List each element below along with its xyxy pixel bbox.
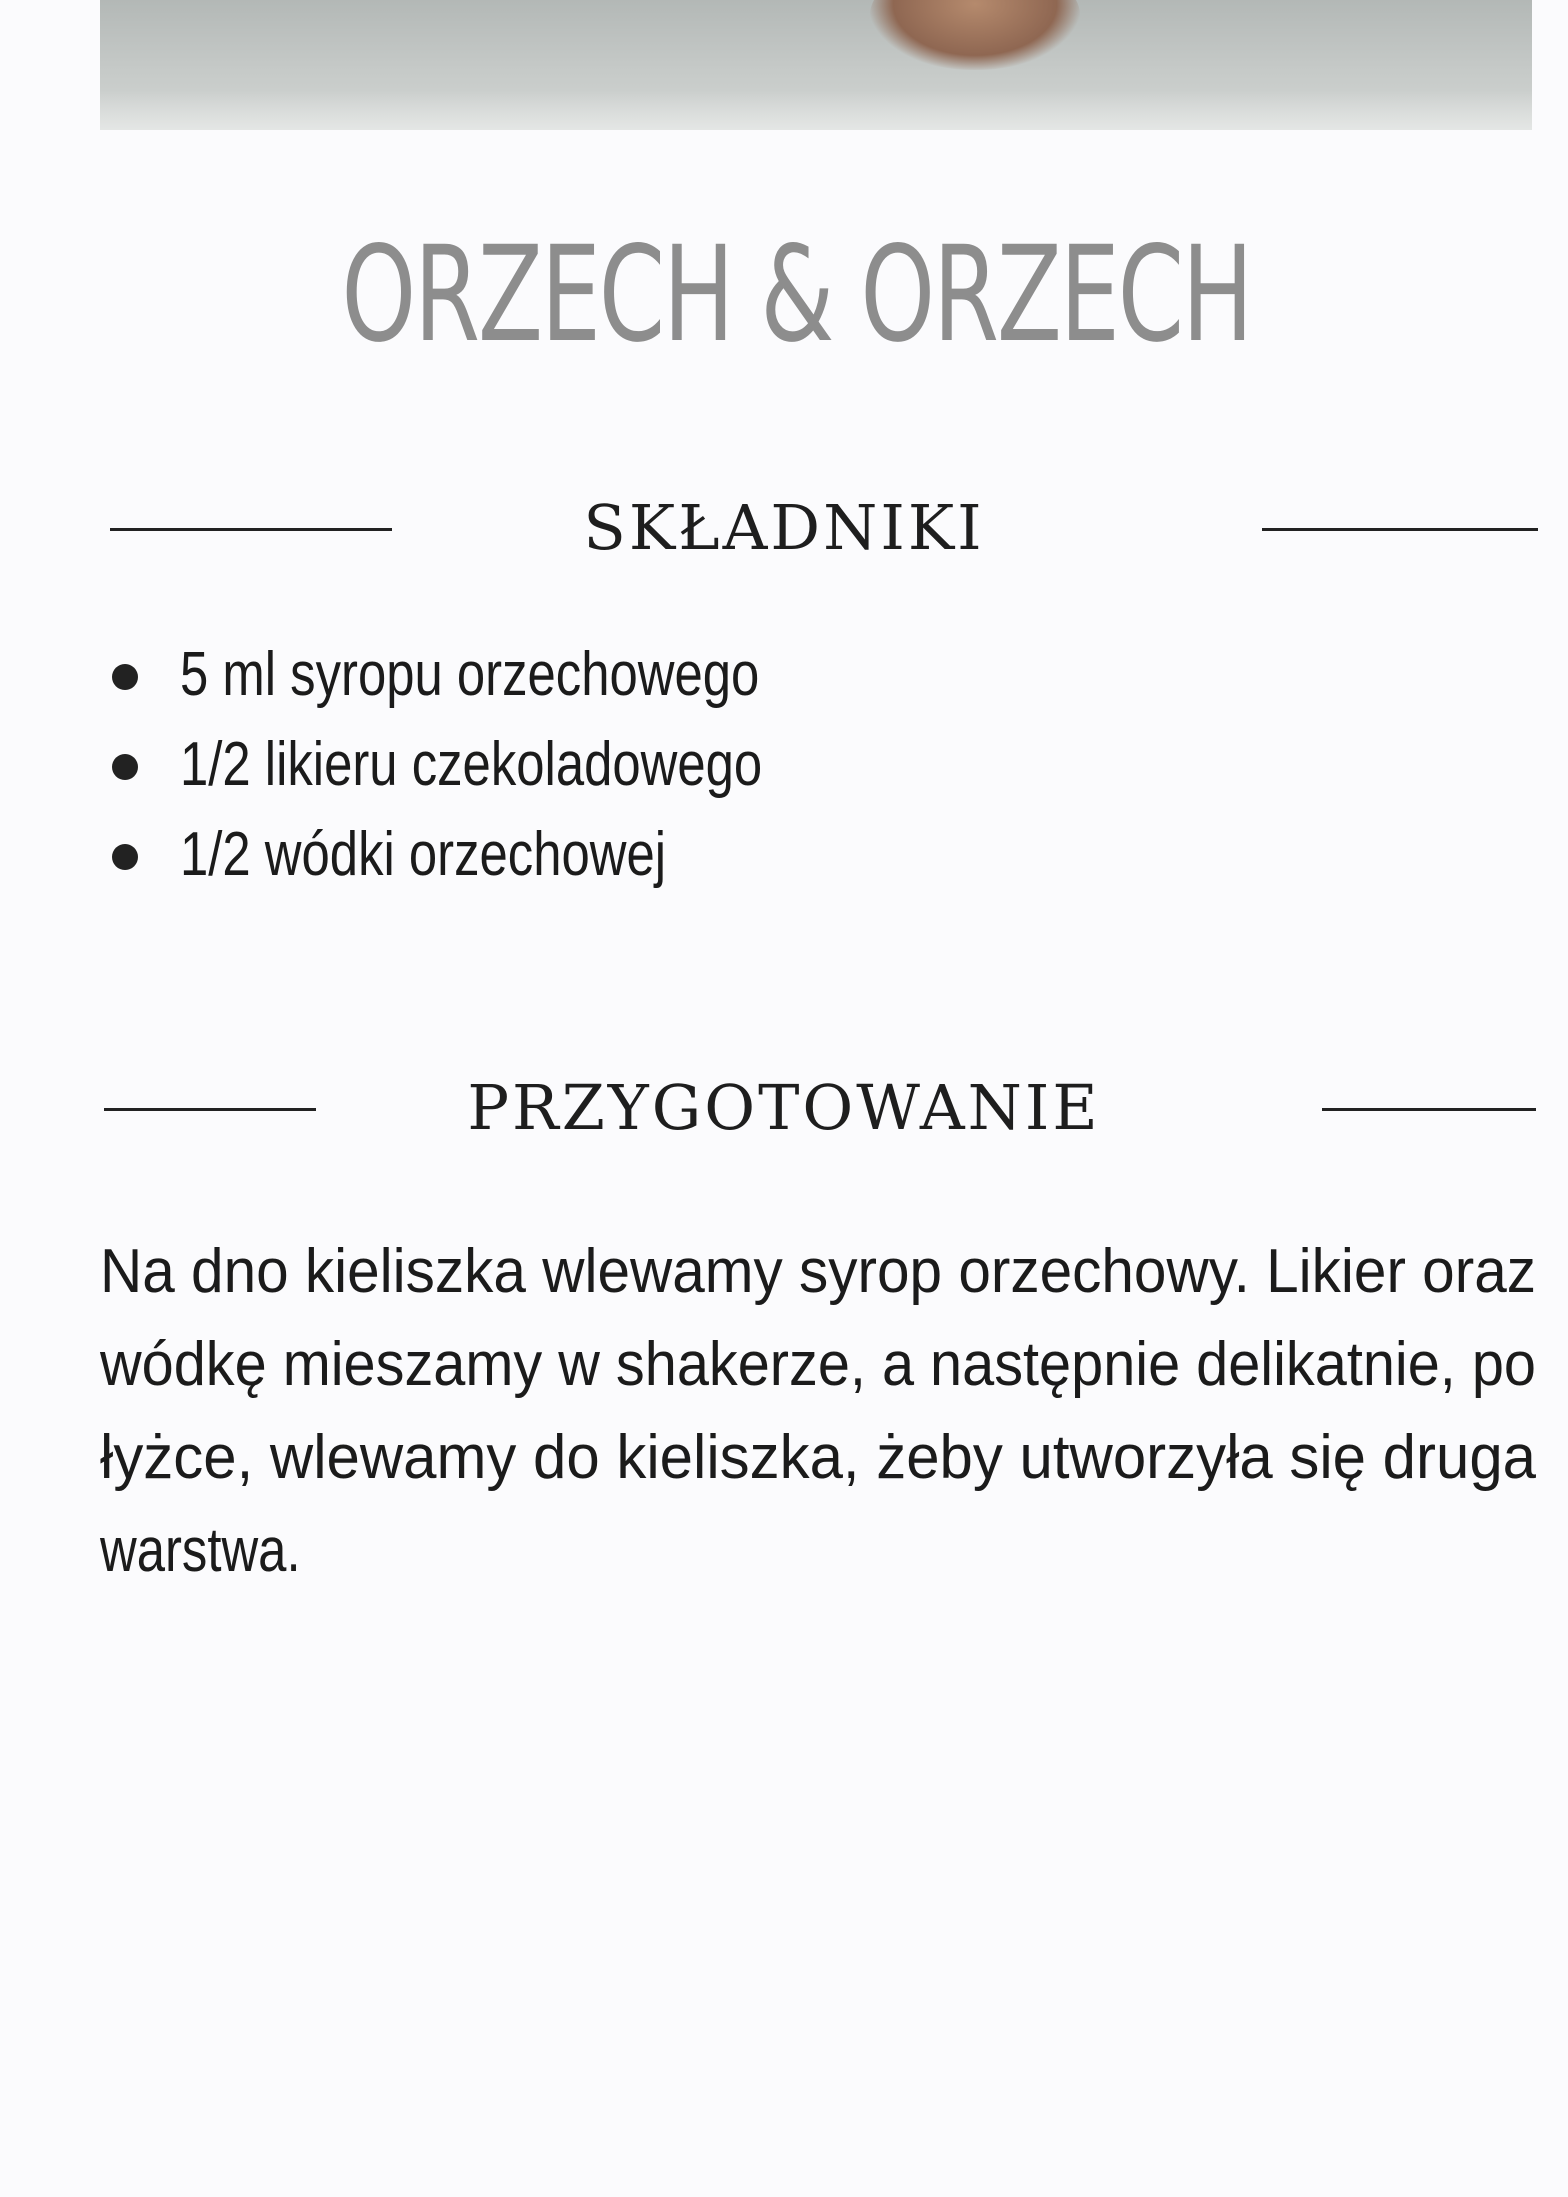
heading-rule-right (1262, 528, 1538, 531)
preparation-text (100, 1225, 1536, 1597)
photo-nut-detail (870, 0, 1080, 70)
bullet-icon (112, 844, 138, 870)
cocktail-photo-strip (100, 0, 1532, 130)
ingredients-heading-label: SKŁADNIKI (583, 491, 985, 564)
photo-bottom-fade (100, 90, 1532, 130)
preparation-line: wódkę mieszamy w shakerze, a następnie delikatnie, po (100, 1330, 1536, 1399)
recipe-title: ORZECH & ORZECH (341, 218, 1252, 372)
ingredients-list (100, 630, 1400, 900)
bullet-icon (112, 754, 138, 780)
preparation-line: łyżce, wlewamy do kieliszka, żeby utworzyła się druga (100, 1423, 1536, 1492)
preparation-line: Na dno kieliszka wlewamy syrop orzechowy. Likier oraz (100, 1237, 1536, 1306)
ingredient-text: 5 ml syropu orzechowego (180, 640, 760, 709)
preparation-heading-label: PRZYGOTOWANIE (467, 1071, 1101, 1144)
preparation-line: warstwa. (100, 1516, 301, 1585)
preparation-heading (0, 1068, 1568, 1148)
bullet-icon (112, 664, 138, 690)
ingredients-heading (0, 488, 1568, 568)
list-item (100, 720, 1400, 810)
ingredient-text: 1/2 likieru czekoladowego (180, 730, 763, 799)
ingredient-text: 1/2 wódki orzechowej (180, 820, 667, 889)
list-item (100, 810, 1400, 900)
list-item (100, 630, 1400, 720)
heading-rule-right (1322, 1108, 1536, 1111)
